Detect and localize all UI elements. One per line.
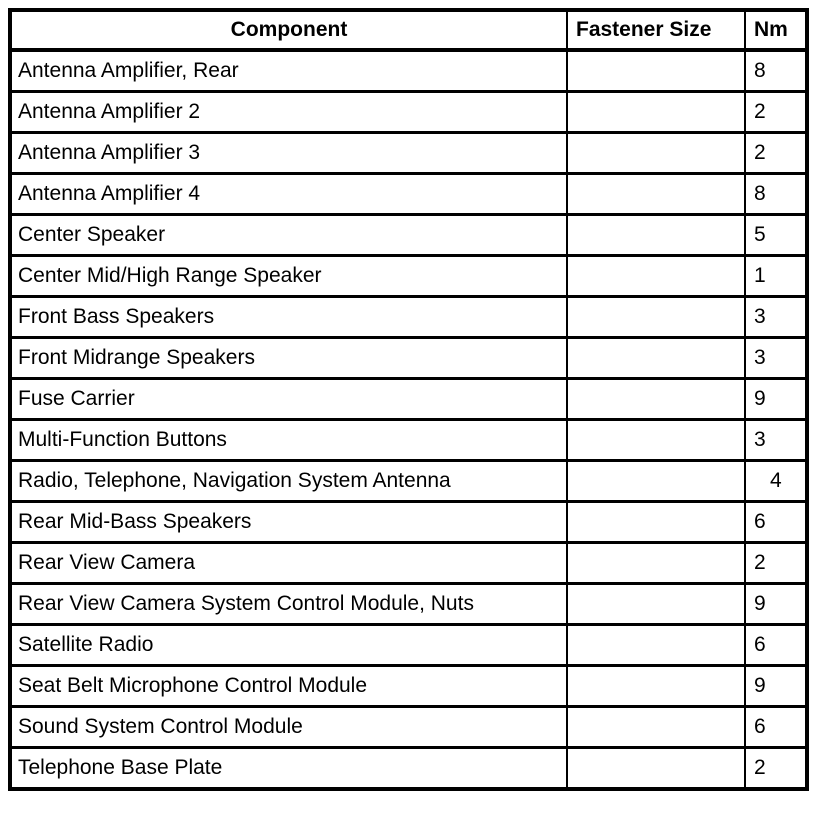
component-cell: Front Midrange Speakers [10,338,567,379]
table-row [10,543,807,584]
table-row [10,461,807,502]
fastener-size-cell [567,707,745,748]
fastener-size-cell [567,584,745,625]
table-row [10,707,807,748]
nm-cell: 9 [745,379,807,420]
component-cell: Antenna Amplifier, Rear [10,50,567,92]
nm-cell: 6 [745,625,807,666]
fastener-size-cell [567,666,745,707]
fastener-size-cell [567,379,745,420]
table-row [10,338,807,379]
table-header [10,10,807,50]
nm-cell: 3 [745,297,807,338]
table-row [10,748,807,790]
header-row [10,10,807,50]
fastener-size-cell [567,625,745,666]
table-body [10,50,807,789]
component-cell: Antenna Amplifier 3 [10,133,567,174]
fastener-size-cell [567,543,745,584]
fastener-size-cell [567,92,745,133]
nm-cell: 9 [745,666,807,707]
fastener-size-cell [567,215,745,256]
table-row [10,666,807,707]
nm-cell: 6 [745,707,807,748]
table-row [10,133,807,174]
component-cell: Sound System Control Module [10,707,567,748]
table-row [10,625,807,666]
fastener-size-cell [567,420,745,461]
nm-cell: 5 [745,215,807,256]
table-row [10,420,807,461]
fastener-size-cell [567,338,745,379]
nm-cell: 3 [745,338,807,379]
fastener-size-cell [567,133,745,174]
table-row [10,215,807,256]
table-row [10,50,807,92]
fastener-size-cell [567,297,745,338]
component-cell: Seat Belt Microphone Control Module [10,666,567,707]
table-row [10,92,807,133]
fastener-size-cell [567,50,745,92]
nm-cell: 2 [745,543,807,584]
nm-cell: 9 [745,584,807,625]
component-cell: Rear View Camera System Control Module, Nuts [10,584,567,625]
nm-cell: 8 [745,174,807,215]
component-cell: Telephone Base Plate [10,748,567,790]
fastener-size-cell [567,174,745,215]
fastener-size-cell [567,748,745,790]
nm-cell: 2 [745,748,807,790]
column-header-nm: Nm [745,10,807,50]
table-row [10,256,807,297]
table-row [10,174,807,215]
nm-cell: 4 [745,461,807,502]
table-row [10,502,807,543]
nm-cell: 8 [745,50,807,92]
component-cell: Front Bass Speakers [10,297,567,338]
component-cell: Rear Mid-Bass Speakers [10,502,567,543]
nm-cell: 1 [745,256,807,297]
component-cell: Satellite Radio [10,625,567,666]
table-row [10,379,807,420]
nm-cell: 2 [745,92,807,133]
component-cell: Multi-Function Buttons [10,420,567,461]
nm-cell: 3 [745,420,807,461]
component-cell: Antenna Amplifier 2 [10,92,567,133]
component-cell: Center Speaker [10,215,567,256]
column-header-component: Component [10,10,567,50]
fastener-size-cell [567,461,745,502]
component-cell: Antenna Amplifier 4 [10,174,567,215]
table-row [10,297,807,338]
nm-cell: 6 [745,502,807,543]
component-cell: Radio, Telephone, Navigation System Antenna [10,461,567,502]
fastener-size-cell [567,502,745,543]
component-cell: Center Mid/High Range Speaker [10,256,567,297]
torque-spec-table [8,8,809,791]
column-header-fastener-size: Fastener Size [567,10,745,50]
component-cell: Rear View Camera [10,543,567,584]
fastener-size-cell [567,256,745,297]
table-row [10,584,807,625]
nm-cell: 2 [745,133,807,174]
component-cell: Fuse Carrier [10,379,567,420]
